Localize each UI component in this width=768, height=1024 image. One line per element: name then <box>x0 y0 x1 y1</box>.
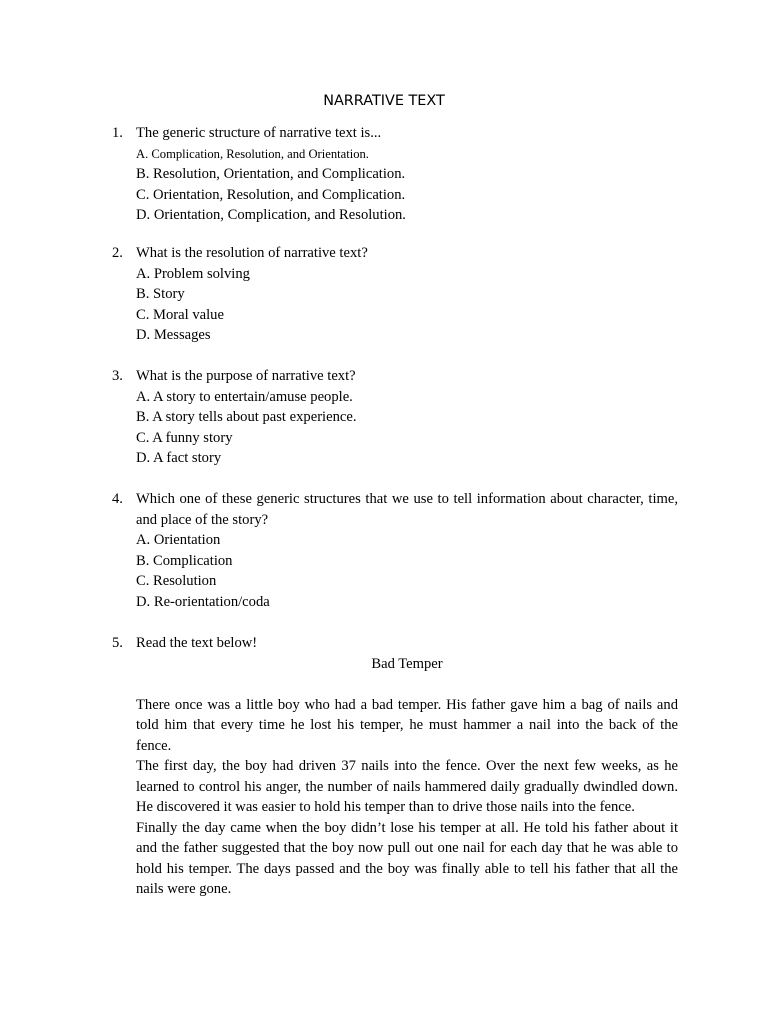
question-text: What is the resolution of narrative text? <box>136 245 368 261</box>
question-4 <box>112 489 678 612</box>
option-a: A. A story to entertain/amuse people. <box>136 388 353 405</box>
option-d: D. Orientation, Complication, and Resolution. <box>136 207 406 223</box>
question-text: Which one of these generic structures that we use to tell information about character, time, and place of the story? <box>136 491 678 528</box>
option-d: D. Re-orientation/coda <box>136 593 270 610</box>
question-number: 3. <box>112 368 123 384</box>
passage-paragraph: There once was a little boy who had a bad temper. His father gave him a bag of nails and told him that every time he lost his temper, he must hammer a nail into the back of the fence. <box>136 696 678 754</box>
passage-title: Bad Temper <box>371 655 443 672</box>
question-2 <box>112 243 678 346</box>
question-text: What is the purpose of narrative text? <box>136 368 356 384</box>
option-b: B. Story <box>136 286 185 302</box>
option-a: A. Orientation <box>136 532 221 548</box>
option-a: A. Complication, Resolution, and Orientation. <box>136 146 369 161</box>
passage <box>136 695 678 900</box>
option-b: B. A story tells about past experience. <box>136 409 357 425</box>
option-b: B. Resolution, Orientation, and Complication. <box>136 166 406 182</box>
option-c: C. Orientation, Resolution, and Complication. <box>136 186 406 203</box>
question-text: Read the text below! <box>136 635 258 651</box>
option-c: C. Moral value <box>136 306 224 323</box>
option-a: A. Problem solving <box>136 265 250 282</box>
option-d: D. A fact story <box>136 450 222 466</box>
question-number: 1. <box>112 125 123 141</box>
page-title: NARRATIVE TEXT <box>323 93 445 109</box>
question-number: 2. <box>112 245 123 261</box>
option-d: D. Messages <box>136 327 211 343</box>
question-number: 4. <box>112 491 123 507</box>
question-number: 5. <box>112 635 123 651</box>
question-3 <box>112 366 678 469</box>
blank-line <box>136 674 678 695</box>
passage-paragraph: The first day, the boy had driven 37 nails into the fence. Over the next few weeks, as he learned to control his anger, the number of nails hammered daily gradually dwindled down. He discovered it was easier to hold his temper than to drive those nails into the fence. <box>136 758 678 815</box>
option-c: C. A funny story <box>136 429 233 446</box>
option-b: B. Complication <box>136 552 233 569</box>
question-text: The generic structure of narrative text is... <box>136 125 382 141</box>
question-5 <box>112 633 678 900</box>
option-c: C. Resolution <box>136 573 217 589</box>
question-1 <box>112 123 678 226</box>
passage-paragraph: Finally the day came when the boy didn’t lose his temper at all. He told his father about it and the father suggested that the boy now pull out one nail for each day that he was able to hold his temper. The days passed and the boy was finally able to tell his father that all the nails were gone. <box>136 819 678 897</box>
